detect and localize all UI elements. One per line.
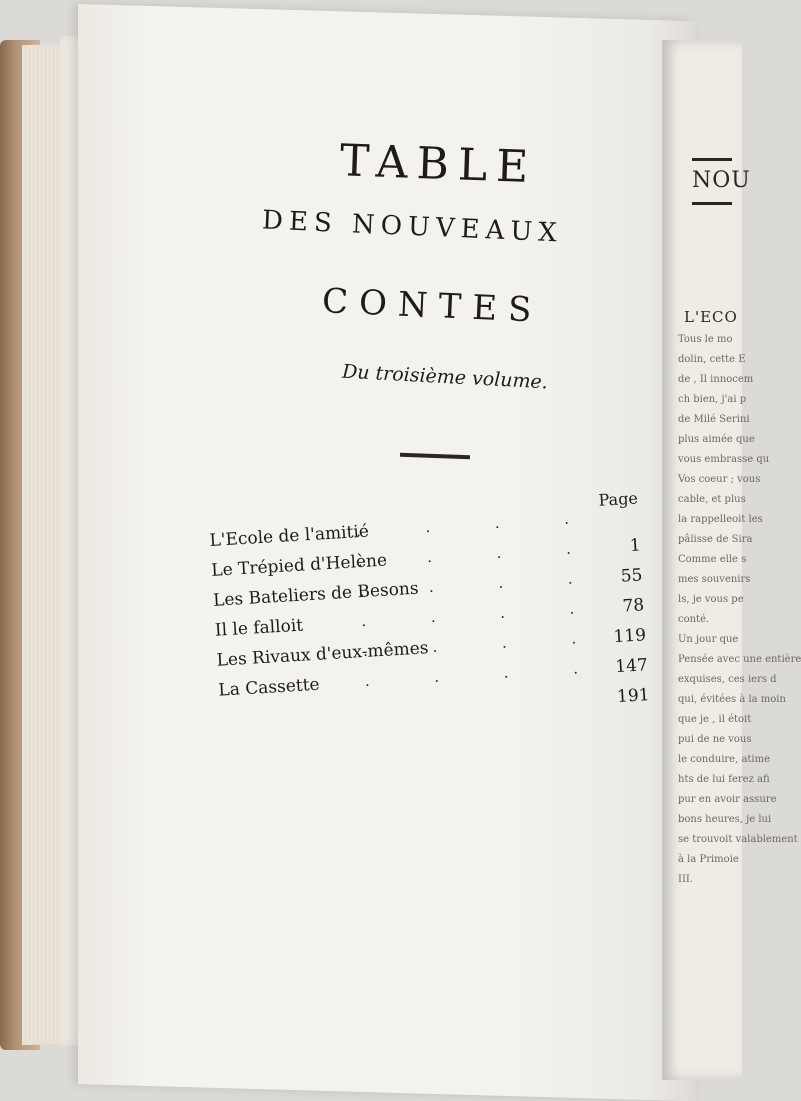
right-page-text-line: Pensée avec une entière <box>678 654 801 665</box>
right-page-text-line: III. <box>678 874 694 885</box>
right-page-text-line: pur en avoir assure <box>678 794 777 805</box>
right-page-text-line: de , Il innocem <box>678 374 754 385</box>
right-page-text-line: Tous le mo <box>678 334 733 345</box>
right-page-text-line: hts de lui ferez afi <box>678 774 770 785</box>
right-page-text-line: mes souvenirs <box>678 574 751 585</box>
toc-entry-page: 55 <box>620 565 643 587</box>
toc-entry-title: Il le falloit <box>214 615 304 641</box>
toc-entry-title: Les Bateliers de Besons <box>212 578 420 611</box>
right-page-text-line: le conduire, atime <box>678 754 771 765</box>
right-page-text-line: que je , il étoit <box>678 714 752 725</box>
ornament-rule <box>400 453 470 459</box>
toc-leader-dots: . . . . <box>362 627 607 661</box>
toc-leader-dots: . . . . <box>358 567 603 601</box>
toc-leader-dots: . . . . <box>357 537 602 571</box>
right-page-text-line: pui de ne vous <box>678 734 752 745</box>
toc-leader-dots: . . . . <box>355 507 600 541</box>
toc-leader-dots: . . . . <box>360 597 605 631</box>
page-subtitle: Du troisième volume. <box>341 360 549 394</box>
right-page-text-line: dolin, cette E <box>678 354 746 365</box>
toc-list <box>208 488 650 734</box>
right-page-text-line: conté. <box>678 614 710 625</box>
toc-entry-title: La Cassette <box>217 674 321 701</box>
toc-entry-title: L'Ecole de l'amitié <box>209 521 370 551</box>
right-page-text-line: Un jour que <box>678 634 739 645</box>
page-title-line-2: DES NOUVEAUX <box>261 205 564 249</box>
right-page-text-line: ls, je vous pe <box>678 594 744 605</box>
right-page-text-line: ch bien, j'ai p <box>678 394 747 405</box>
right-page-text-line: cable, et plus <box>678 494 746 505</box>
toc-entry-title: Les Rivaux d'eux-mêmes <box>216 638 430 671</box>
toc-entry-page: 191 <box>616 685 651 708</box>
right-page-text-line: de Milé Serini <box>678 414 750 425</box>
toc-entry-page: 78 <box>621 595 645 617</box>
toc-leader-dots: . . . . <box>364 657 609 690</box>
right-page-text-line: Comme elle s <box>678 554 747 565</box>
toc-entry-page: 1 <box>629 535 642 557</box>
right-page-text-line: vous embrasse qu <box>678 454 770 465</box>
page-title: TABLE <box>339 135 539 194</box>
toc-page-label: Page <box>598 488 639 510</box>
toc-entry-title: Le Trépied d'Helène <box>210 550 388 581</box>
right-page-section: L'ECO <box>684 308 738 326</box>
right-page-text-line: Vos coeur ; vous <box>678 474 761 485</box>
toc-entry-page: 119 <box>612 625 647 648</box>
right-page-text-line: à la Primoie <box>678 854 739 865</box>
right-page-text-line: la rappelleoit les <box>678 514 763 525</box>
right-page-text-line: pâlisse de Sira <box>678 534 753 545</box>
right-page-text-line: se trouvoit valablement <box>678 834 798 845</box>
right-page-text-line: qui, évitées à la moin <box>678 694 786 705</box>
toc-entry-page <box>598 505 638 507</box>
right-page-text-line: bons heures, je lui <box>678 814 772 825</box>
right-page-text-line: plus aimée que <box>678 434 755 445</box>
toc-entry-page: 147 <box>614 655 649 678</box>
right-page-text-line: exquises, ces iers d <box>678 674 777 685</box>
page-title-line-3: CONTES <box>321 281 544 331</box>
right-page-title: NOU <box>692 168 751 193</box>
